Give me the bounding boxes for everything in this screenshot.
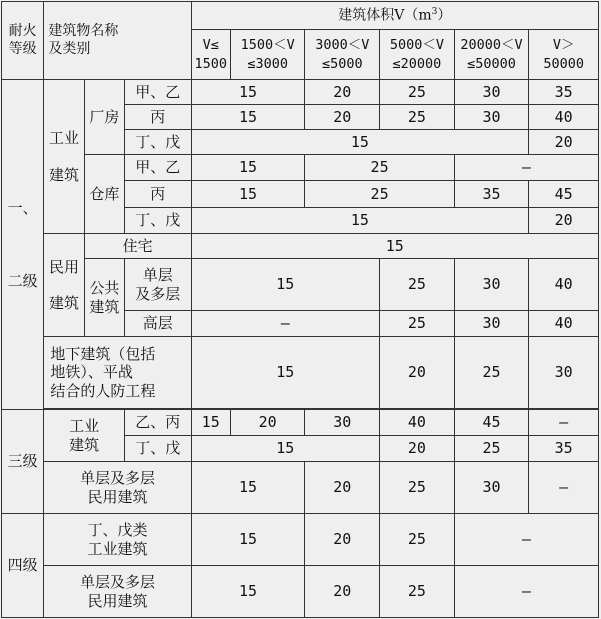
underground-label: 地下建筑（包括 地铁）、平战 结合的人防工程: [44, 337, 191, 409]
public-high-label: 高层: [125, 311, 192, 337]
table-cell: 25: [454, 436, 529, 462]
table-cell: 20: [305, 462, 380, 514]
factory-b-label: 丙: [125, 105, 192, 130]
table-cell: 25: [380, 259, 455, 311]
table-cell: 40: [529, 105, 599, 130]
g3-yb-label: 乙、丙: [125, 410, 192, 436]
table-cell: —: [454, 514, 598, 566]
range-3: 3000＜V ≤5000: [305, 30, 380, 80]
table-cell: 35: [529, 80, 599, 105]
table-cell: 30: [529, 337, 599, 409]
table-cell: 20: [230, 410, 305, 436]
header-building-name: 建筑物名称 及类别: [44, 2, 191, 80]
table-cell: 15: [191, 234, 598, 259]
table-cell: 15: [191, 80, 305, 105]
factory-jy-label: 甲、乙: [125, 80, 192, 105]
industrial-building-3: 工业 建筑: [44, 410, 125, 462]
table-cell: 20: [305, 566, 380, 618]
warehouse-label: 仓库: [84, 155, 124, 234]
table-cell: —: [529, 462, 599, 514]
table-cell: 15: [191, 259, 380, 311]
range-6: V＞ 50000: [529, 30, 599, 80]
table-cell: 30: [454, 311, 529, 337]
table-cell: 25: [305, 155, 454, 181]
table-cell: 30: [454, 80, 529, 105]
civil-building: 民用 建筑: [44, 234, 84, 337]
table-cell: —: [191, 311, 380, 337]
table-cell: 15: [191, 337, 380, 409]
water-volume-table: [1, 1, 599, 618]
industrial-building: 工业 建筑: [44, 80, 84, 234]
table-cell: 25: [305, 181, 454, 208]
table-cell: 45: [529, 181, 599, 208]
table-cell: 25: [380, 80, 455, 105]
factory-dw-label: 丁、戊: [125, 130, 192, 155]
table-cell: 35: [529, 436, 599, 462]
table-cell: 30: [454, 259, 529, 311]
table-cell: 30: [454, 462, 529, 514]
table-cell: 25: [380, 311, 455, 337]
table-cell: 15: [191, 155, 305, 181]
grade-4: 四级: [2, 514, 44, 618]
table-cell: 35: [454, 181, 529, 208]
header-grade: 耐火 等级: [2, 2, 44, 80]
grade-3: 三级: [2, 410, 44, 514]
range-4: 5000＜V ≤20000: [380, 30, 455, 80]
table-cell: 25: [380, 566, 455, 618]
table-cell: 30: [305, 410, 380, 436]
table-cell: 30: [454, 105, 529, 130]
table-cell: 15: [191, 514, 305, 566]
table-cell: 20: [380, 436, 455, 462]
table-cell: 20: [305, 514, 380, 566]
table-cell: 25: [380, 105, 455, 130]
table-cell: —: [454, 155, 598, 181]
g4-industrial-label: 丁、戊类 工业建筑: [44, 514, 191, 566]
range-1: V≤ 1500: [191, 30, 230, 80]
grade-1-2: 一、 二级: [2, 80, 44, 410]
table-cell: —: [454, 566, 598, 618]
header-volume-suffix: ）: [437, 7, 452, 24]
range-2: 1500＜V ≤3000: [230, 30, 305, 80]
table-cell: 15: [191, 566, 305, 618]
table-cell: 15: [191, 462, 305, 514]
table-cell: 15: [191, 436, 380, 462]
table-cell: 40: [529, 311, 599, 337]
range-5: 20000＜V ≤50000: [454, 30, 529, 80]
g3-dw-label: 丁、戊: [125, 436, 192, 462]
table-cell: 40: [529, 259, 599, 311]
table-cell: 20: [380, 337, 455, 409]
public-building: 公共 建筑: [84, 259, 124, 337]
table-cell: —: [529, 410, 599, 436]
table-cell: 40: [380, 410, 455, 436]
warehouse-b-label: 丙: [125, 181, 192, 208]
header-volume-sup: 3: [431, 6, 438, 17]
table-cell: 20: [305, 80, 380, 105]
warehouse-jy-label: 甲、乙: [125, 155, 192, 181]
table-cell: 15: [191, 130, 529, 155]
header-volume: [191, 2, 598, 30]
table-cell: 15: [191, 410, 230, 436]
g3-civil-label: 单层及多层 民用建筑: [44, 462, 191, 514]
table-cell: 20: [529, 208, 599, 234]
table-cell: 15: [191, 181, 305, 208]
public-low-label: 单层 及多层: [125, 259, 192, 311]
table-cell: 20: [529, 130, 599, 155]
table-cell: 25: [380, 514, 455, 566]
table-cell: 15: [191, 208, 529, 234]
table-cell: 15: [191, 105, 305, 130]
table-cell: 45: [454, 410, 529, 436]
header-volume-prefix: 建筑体积V（m: [338, 7, 432, 24]
table-cell: 25: [454, 337, 529, 409]
g4-civil-label: 单层及多层 民用建筑: [44, 566, 191, 618]
warehouse-dw-label: 丁、戊: [125, 208, 192, 234]
residential-label: 住宅: [84, 234, 191, 259]
table-cell: 25: [380, 462, 455, 514]
table-cell: 20: [305, 105, 380, 130]
factory-label: 厂房: [84, 80, 124, 155]
